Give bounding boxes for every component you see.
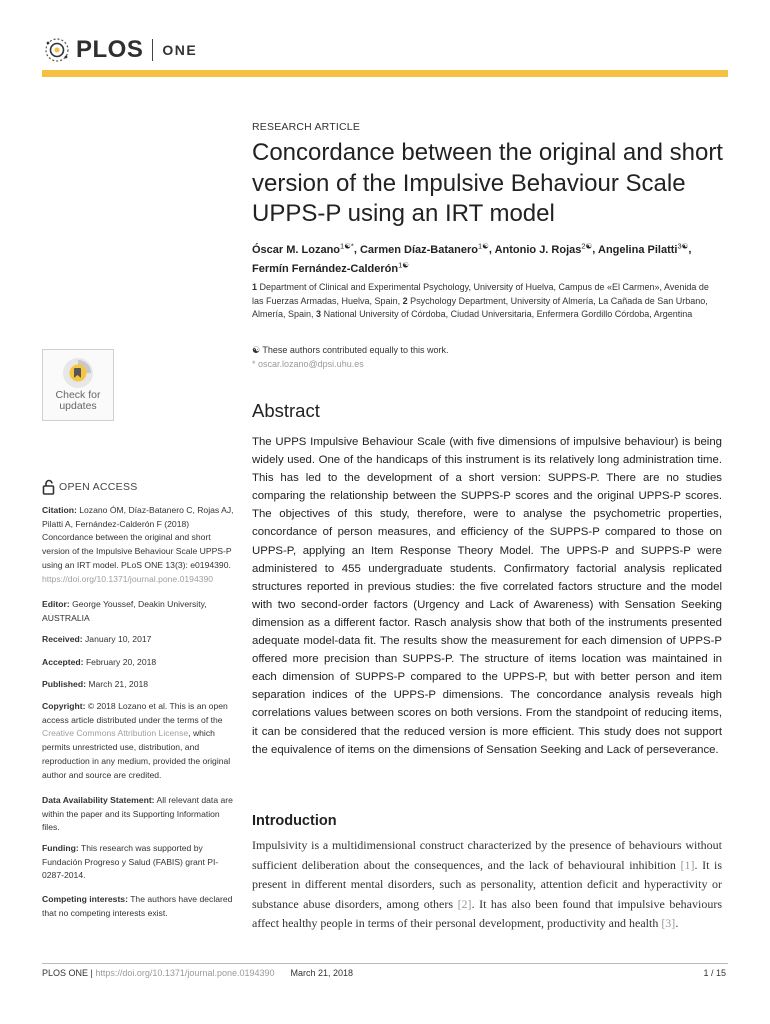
author[interactable]: Fermín Fernández-Calderón$^{1☯}$ [252,260,409,276]
corresponding-email[interactable]: * oscar.lozano@dpsi.uhu.es [252,358,364,369]
footer-divider [42,963,728,964]
author[interactable]: Óscar M. Lozano$^{1☯*}$ [252,241,354,256]
reference-link[interactable]: [2] [457,896,472,911]
journal-subname: ONE [162,42,198,58]
reference-link[interactable]: [3] [661,916,676,931]
citation-block: Citation: Lozano ÓM, Díaz-Batanero C, Rojas AJ, Pilatti A, Fernández-Calderón F (2018) Concordance between the original and short version of the Impulsive Behaviour Scale UPPS-P using an IRT model. PLoS ONE 13(3): e0194390. https://doi.org/10.1371/journal.pone.0194390 [42,505,234,584]
abstract-text: The UPPS Impulsive Behaviour Scale (with five dimensions of impulsive behaviour) is being widely used. One of the handicaps of this instrument is its relatively long administration time. This has led to the development of a short version: SUPPS-P. There are no studies comparing the relationship between the SUPPS-P scores and the original UPPS-P scores. The objectives of this study, therefore, were to analyse the psychometric properties, concordance of person measures, and efficiency of the SUPPS-P compared to those on UPPS-P, applying an Item Response Theory Model. The UPPS-P and SUPPS-P were administered to 455 undergraduate students. Confirmatory factorial analysis replicated structures reported in previous studies: the five correlated factors structure and the model with two second-order factors (Urgency and Lack of Awareness) with Sensation Seeking dimension as a different factor. Rasch analysis show that both of the instruments presented adequate model-data fit. The results show the measurement for each dimension of UPPS-P offered more precision than SUPPS-P. The structure of items location was maintained in each dimension of SUPPS-P compared to the UPPS-P, but with better person and item separation indices of the UPPS-P dimensions. The concordance analysis reveals high correlations values between scores on both versions. From the standpoint of reducing items, it can be considered that the reduced version is more efficient. This study does not support the equivalence of items on the dimensions of Sensation Seeking and Lack of perseverance. [252,436,722,756]
published-block: Published: March 21, 2018 [42,679,149,689]
check-for-updates-badge[interactable] [42,349,114,421]
footer-doi-link[interactable]: https://doi.org/10.1371/journal.pone.0194390 [95,968,275,978]
license-link[interactable]: Creative Commons Attribution License [42,728,189,739]
copyright-block: Copyright: © 2018 Lozano et al. This is an open access article distributed under the terms of the Creative Commons Attribution License, which permits unrestricted use, distribution, and reproduction in any medium, provided the original author and source are credited. [42,701,231,780]
footer-date: March 21, 2018 [290,968,354,978]
reference-link[interactable]: [1] [680,857,695,872]
logo-divider [152,39,153,61]
plos-one-logo[interactable] [42,33,197,67]
article-title: Concordance between the original and short version of the Impulsive Behaviour Scale UPPS-P using an IRT model [252,139,723,227]
author[interactable]: Carmen Díaz-Batanero$^{1☯}$ [359,241,489,256]
accepted-block: Accepted: February 20, 2018 [42,657,157,667]
data-availability-block: Data Availability Statement: All relevant data are within the paper and its Supporting Information files. [42,795,233,833]
abstract-heading: Abstract [252,400,320,421]
author[interactable]: Antonio J. Rojas$^{2☯}$ [494,241,593,256]
page-footer: PLOS ONE | https://doi.org/10.1371/journal.pone.0194390 March 21, 2018 1 / 15 [42,968,726,978]
competing-interests-block: Competing interests: The authors have declared that no competing interests exist. [42,894,233,918]
citation-doi-link[interactable]: https://doi.org/10.1371/journal.pone.0194390 [42,573,214,584]
open-access-badge[interactable] [42,479,138,495]
open-access-label: OPEN ACCESS [59,481,138,493]
editor-block: Editor: George Youssef, Deakin University, AUSTRALIA [42,599,207,623]
author-notes [252,344,449,371]
open-lock-icon [42,479,56,495]
page-number: 1 / 15 [703,968,726,978]
author-list: Óscar M. Lozano$^{1☯*}$, Carmen Díaz-Batanero$^{1☯}$, Antonio J. Rojas$^{2☯}$, Angelina Pilatti$^{3☯}$, Fermín Fernández-Calderón$^{1☯}$ [252,241,692,276]
check-updates-label: Check for updates [55,389,101,412]
funding-block: Funding: This research was supported by Fundación Progreso y Salud (FABIS) grant PI-0287-2014. [42,843,219,881]
journal-name: PLOS [76,36,144,63]
affiliations: 1 Department of Clinical and Experimental Psychology, University of Huelva, Campus de «El Carmen», Avenida de las Fuerzas Armadas, Huelva, Spain, 2 Psychology Department, University of Almería, La Cañada de San Urbano, Almería, Spain, 3 National University of Córdoba, Ciudad Universitaria, Enfermera Gordillo Córdoba, Argentina [252,282,709,319]
received-block: Received: January 10, 2017 [42,634,152,644]
article-type: RESEARCH ARTICLE [252,121,361,133]
footer-journal: PLOS ONE [42,968,89,978]
equal-contribution-note: ☯ These authors contributed equally to this work. [252,345,449,355]
author[interactable]: Angelina Pilatti$^{3☯}$ [598,241,689,256]
introduction-heading: Introduction [252,813,337,829]
introduction-text: Impulsivity is a multidimensional construct characterized by the presence of behaviours without sufficient deliberation about the consequences, and the lack of behavioural inhibition [1]. It is present in different mental disorders, such as personality, attention deficit and hyperactivity or substance abuse disorders, among others [2]. It has also been found that impulsive behaviours affect healthy people in terms of their personal development, productivity and health [3]. [252,838,722,931]
crossmark-icon [61,356,95,390]
plos-logo-icon [42,35,72,65]
header-accent-bar [42,70,728,77]
